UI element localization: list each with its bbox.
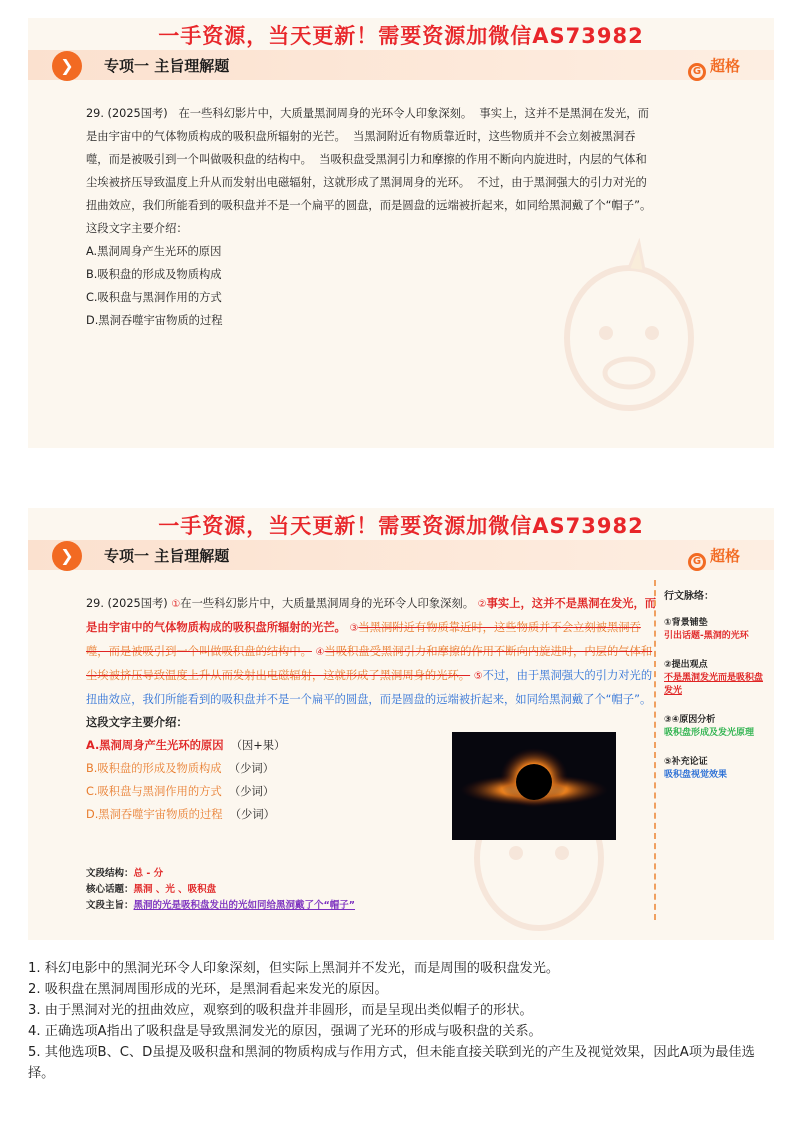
note-item: 3. 由于黑洞对光的扭曲效应，观察到的吸积盘并非圆形，而是呈现出类似帽子的形状。 (28, 1003, 533, 1018)
main-idea-row: 文段主旨：黑洞的光是吸积盘发出的光如同给黑洞戴了个“帽子” (86, 900, 356, 911)
sidebar-item: ⑤补充论证 吸积盘视觉效果 (664, 757, 728, 780)
banner-text: 一手资源，当天更新！需要资源加微信AS73982 (158, 514, 644, 538)
section-title: 专项一 主旨理解题 (104, 57, 230, 75)
sidebar-item: ②提出观点 不是黑洞发光而是吸积盘发光 (664, 660, 764, 696)
banner-text: 一手资源，当天更新！需要资源加微信AS73982 (158, 24, 644, 48)
annotated-paragraph: 29. (2025国考) ①在一些科幻影片中，大质量黑洞周身的光环令人印象深刻。 ②事实上，这并不是黑洞在发光，而是由宇宙中的气体物质构成的吸积盘所辐射的光芒。 ③当黑洞附近有物质靠近时，这些物质并不会立刻被黑洞吞噬，而是被吸引到一个叫做吸积盘的结构中。 ④当吸积盘受黑洞引力和摩擦的作用不断向内旋进时，内层的气体和尘埃被挤压导致温度上升从而发射出电磁辐射，这就形成了黑洞周身的光环。 ⑤不过，由于黑洞强大的引力对光的扭曲效应，我们所能看到的吸积盘并不是一个扁平的圆盘，而是圆盘的远端被折起来，如同给黑洞戴了个“帽子”。 (86, 597, 657, 706)
title-bar (28, 540, 774, 570)
option-c: C.吸积盘与黑洞作用的方式 (86, 291, 222, 304)
sidebar-item: ③④原因分析 吸积盘形成及发光原理 (664, 715, 755, 738)
option-c-annotated: C.吸积盘与黑洞作用的方式 （少词） (86, 785, 275, 798)
brand-g-icon: G (688, 553, 706, 571)
structure-row: 文段结构：总 - 分 (86, 868, 164, 879)
title-bar (28, 50, 774, 80)
question-paragraph: 29. (2025国考) 在一些科幻影片中，大质量黑洞周身的光环令人印象深刻。 事实上，这并不是黑洞在发光，而是由宇宙中的气体物质构成的吸积盘所辐射的光芒。 当黑洞附近有物质靠近时，这些物质并不会立刻被黑洞吞噬，而是被吸引到一个叫做吸积盘的结构中。 当吸积盘受黑洞引力和摩擦的作用不断向内旋进时，内层的气体和尘埃被挤压导致温度上升从而发射出电磁辐射，这就形成了黑洞周身的光环。 不过，由于黑洞强大的引力对光的扭曲效应，我们所能看到的吸积盘并不是一个扁平的圆盘，而是圆盘的远端被折起来，如同给黑洞戴了个“帽子”。 (86, 107, 652, 212)
black-hole-image (452, 732, 616, 840)
question-stem: 这段文字主要介绍： (86, 222, 188, 235)
brand-g-icon: G (688, 63, 706, 81)
side-divider (654, 580, 656, 920)
chevron-right-icon: ❯ (52, 541, 82, 571)
option-a-annotated: A.黑洞周身产生光环的原因 （因+果） (86, 739, 286, 752)
topic-row: 核心话题：黑洞 、光 、吸积盘 (86, 884, 217, 895)
section-title: 专项一 主旨理解题 (104, 547, 230, 565)
option-d-annotated: D.黑洞吞噬宇宙物质的过程 （少词） (86, 808, 275, 821)
question-stem: 这段文字主要介绍： (86, 716, 188, 729)
chevron-right-icon: ❯ (52, 51, 82, 81)
option-b-annotated: B.吸积盘的形成及物质构成 （少词） (86, 762, 274, 775)
sidebar-header: 行文脉络： (664, 591, 714, 602)
option-d: D.黑洞吞噬宇宙物质的过程 (86, 314, 223, 327)
structure-sidebar (664, 590, 768, 798)
slide-analysis (28, 508, 774, 940)
question-text (86, 102, 658, 332)
slide-question (28, 18, 774, 448)
note-item: 2. 吸积盘在黑洞周围形成的光环，是黑洞看起来发光的原因。 (28, 982, 388, 997)
option-a: A.黑洞周身产生光环的原因 (86, 245, 222, 258)
note-item: 5. 其他选项B、C、D虽提及吸积盘和黑洞的物质构成与作用方式，但未能直接关联到光的产生及视觉效果，因此A项为最佳选择。 (28, 1045, 755, 1081)
summary-block (86, 866, 355, 914)
brand-logo: G 超格 (688, 55, 740, 81)
note-item: 4. 正确选项A指出了吸积盘是导致黑洞发光的原因，强调了光环的形成与吸积盘的关系。 (28, 1024, 542, 1039)
note-item: 1. 科幻电影中的黑洞光环令人印象深刻，但实际上黑洞并不发光，而是周围的吸积盘发光。 (28, 961, 560, 976)
brand-logo: G 超格 (688, 545, 740, 571)
option-b: B.吸积盘的形成及物质构成 (86, 268, 222, 281)
explanation-notes (28, 958, 776, 1084)
sidebar-item: ①背景铺垫 引出话题-黑洞的光环 (664, 618, 749, 641)
